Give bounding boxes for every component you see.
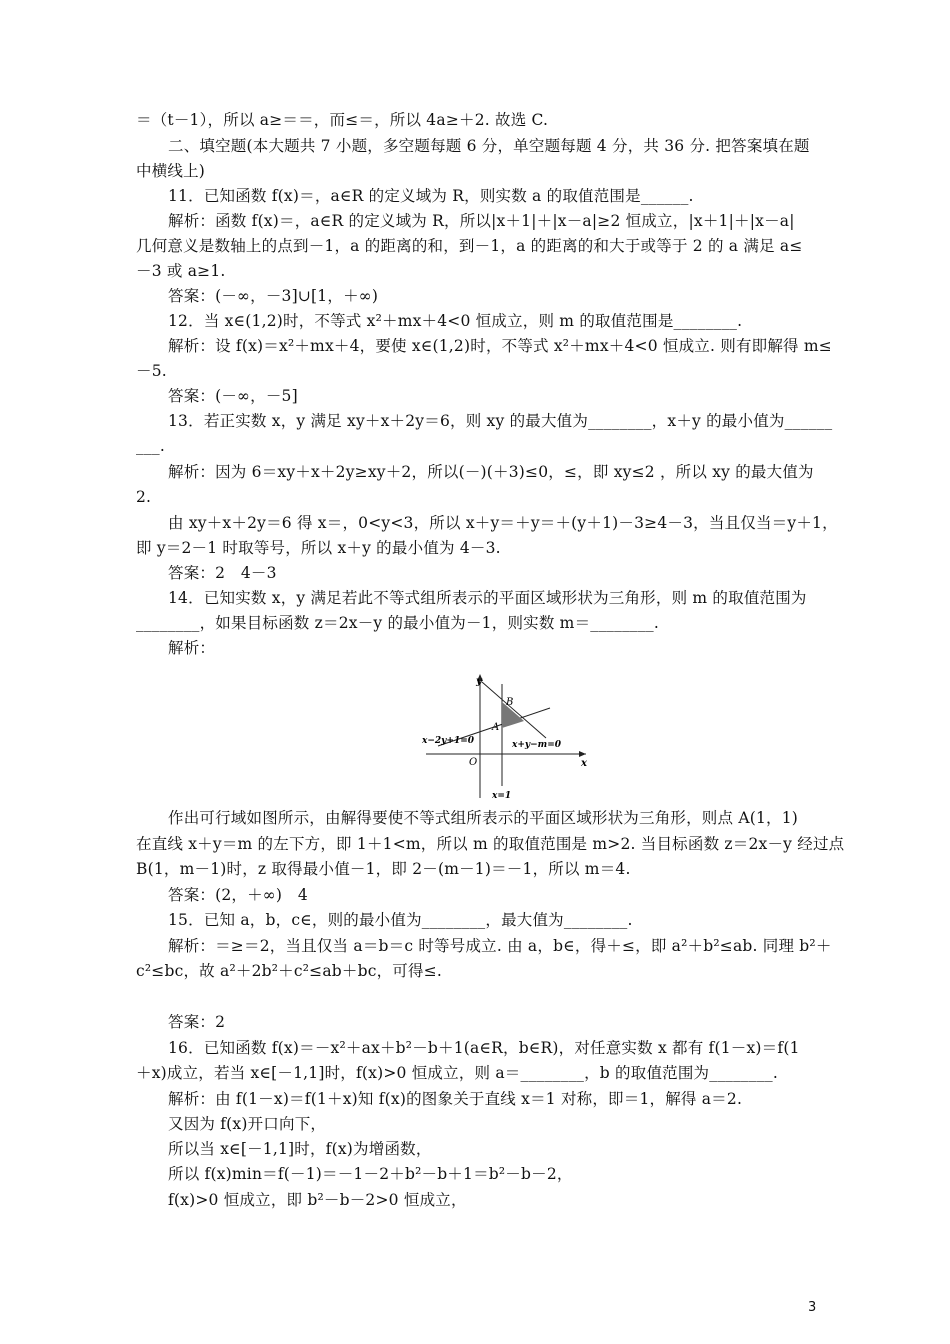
text-line: 在直线 x＋y＝m 的左下方，即 1＋1<m，所以 m 的取值范围是 m>2. 当目标函数 z＝2x－y 经过点 — [136, 835, 845, 853]
text-line: 12．当 x∈(1,2)时，不等式 x²＋mx＋4<0 恒成立，则 m 的取值范围是________. — [168, 312, 743, 330]
text-line: 二、填空题(本大题共 7 小题，多空题每题 6 分，单空题每题 4 分，共 36 分. 把答案填在题 — [168, 137, 810, 155]
text-line: 答案：(－∞，－5] — [168, 387, 298, 405]
text-line: ___. — [136, 437, 165, 455]
feasible-region-diagram — [420, 668, 590, 808]
label-a: A — [492, 722, 500, 733]
x-axis-arrow — [579, 751, 586, 757]
text-line: 2. — [136, 488, 152, 506]
text-line: －3 或 a≥1. — [136, 262, 226, 280]
label-line-2: x+y−m=0 — [512, 740, 562, 750]
text-line: f(x)>0 恒成立，即 b²－b－2>0 恒成立， — [168, 1191, 467, 1209]
text-line: 解析：由 f(1－x)＝f(1＋x)知 f(x)的图象关于直线 x＝1 对称，即＝1，解得 a＝2. — [168, 1090, 743, 1108]
text-line: c²≤bc，故 a²＋2b²＋c²≤ab＋bc，可得≤. — [136, 962, 443, 980]
text-line: 解析：因为 6＝xy＋x＋2y≥xy＋2，所以(－)(＋3)≤0，≤，即 xy≤2 ，所以 xy 的最大值为 — [168, 463, 814, 481]
label-b: B — [506, 697, 514, 708]
text-line: 答案：2 — [168, 1013, 226, 1031]
label-x: x — [581, 758, 587, 769]
text-line: 所以当 x∈[－1,1]时，f(x)为增函数， — [168, 1140, 432, 1158]
text-line: 作出可行域如图所示，由解得要使不等式组所表示的平面区域形状为三角形，则点 A(1，1) — [168, 809, 799, 827]
text-line: 即 y＝2－1 时取等号，所以 x＋y 的最小值为 4－3. — [136, 539, 501, 557]
text-line: 解析：函数 f(x)＝，a∈R 的定义域为 R，所以|x＋1|＋|x－a|≥2 恒成立，|x＋1|＋|x－a| — [168, 212, 795, 230]
text-line: 14．已知实数 x，y 满足若此不等式组所表示的平面区域形状为三角形，则 m 的取值范围为 — [168, 589, 807, 607]
text-line: 又因为 f(x)开口向下， — [168, 1115, 327, 1133]
text-line: 所以 f(x)min＝f(－1)＝－1－2＋b²－b＋1＝b²－b－2， — [168, 1165, 573, 1183]
text-line: 由 xy＋x＋2y＝6 得 x＝，0<y<3，所以 x＋y＝＋y＝＋(y＋1)－3≥4－3，当且仅当＝y＋1， — [168, 514, 838, 532]
label-line-1: x−2y+1=0 — [422, 736, 475, 746]
text-line: 答案：(2，＋∞) 4 — [168, 886, 308, 904]
text-line: 13．若正实数 x，y 满足 xy＋x＋2y＝6，则 xy 的最大值为________，x＋y 的最小值为______ — [168, 412, 833, 430]
text-line: 解析： — [168, 639, 216, 657]
text-line: －5. — [136, 362, 167, 380]
text-line: 答案：2 4－3 — [168, 564, 277, 582]
feasible-region-figure — [420, 668, 590, 808]
text-line: 解析：设 f(x)＝x²＋mx＋4，要使 x∈(1,2)时，不等式 x²＋mx＋4<0 恒成立. 则有即解得 m≤ — [168, 337, 832, 355]
label-y: y — [476, 676, 482, 687]
text-line: B(1，m－1)时，z 取得最小值－1，即 2－(m－1)＝－1，所以 m＝4. — [136, 860, 631, 878]
page-number: 3 — [808, 1300, 817, 1315]
text-line: 16．已知函数 f(x)＝－x²＋ax＋b²－b＋1(a∈R，b∈R)，对任意实数 x 都有 f(1－x)＝f(1 — [168, 1039, 800, 1057]
text-line: ＝（t－1），所以 a≥＝＝，而≤＝，所以 4a≥＋2. 故选 C. — [136, 111, 549, 129]
label-o: O — [469, 757, 478, 768]
text-line: 15．已知 a，b，c∈，则的最小值为________，最大值为________. — [168, 911, 633, 929]
text-line: 11．已知函数 f(x)＝，a∈R 的定义域为 R，则实数 a 的取值范围是______. — [168, 187, 694, 205]
text-line: 几何意义是数轴上的点到－1，a 的距离的和，到－1，a 的距离的和大于或等于 2 的 a 满足 a≤ — [136, 237, 803, 255]
text-line: ＋x)成立，若当 x∈[－1,1]时，f(x)>0 恒成立，则 a＝________，b 的取值范围为________. — [136, 1064, 778, 1082]
text-line: 中横线上) — [136, 162, 206, 180]
text-line: 解析：＝≥＝2，当且仅当 a＝b＝c 时等号成立. 由 a，b∈，得＋≤，即 a²＋b²≤ab. 同理 b²＋ — [168, 937, 832, 955]
label-line-3: x=1 — [492, 791, 512, 801]
text-line: 答案：(－∞，－3]∪[1，＋∞) — [168, 287, 379, 305]
text-line: ________，如果目标函数 z＝2x－y 的最小值为－1，则实数 m＝________. — [136, 614, 659, 632]
